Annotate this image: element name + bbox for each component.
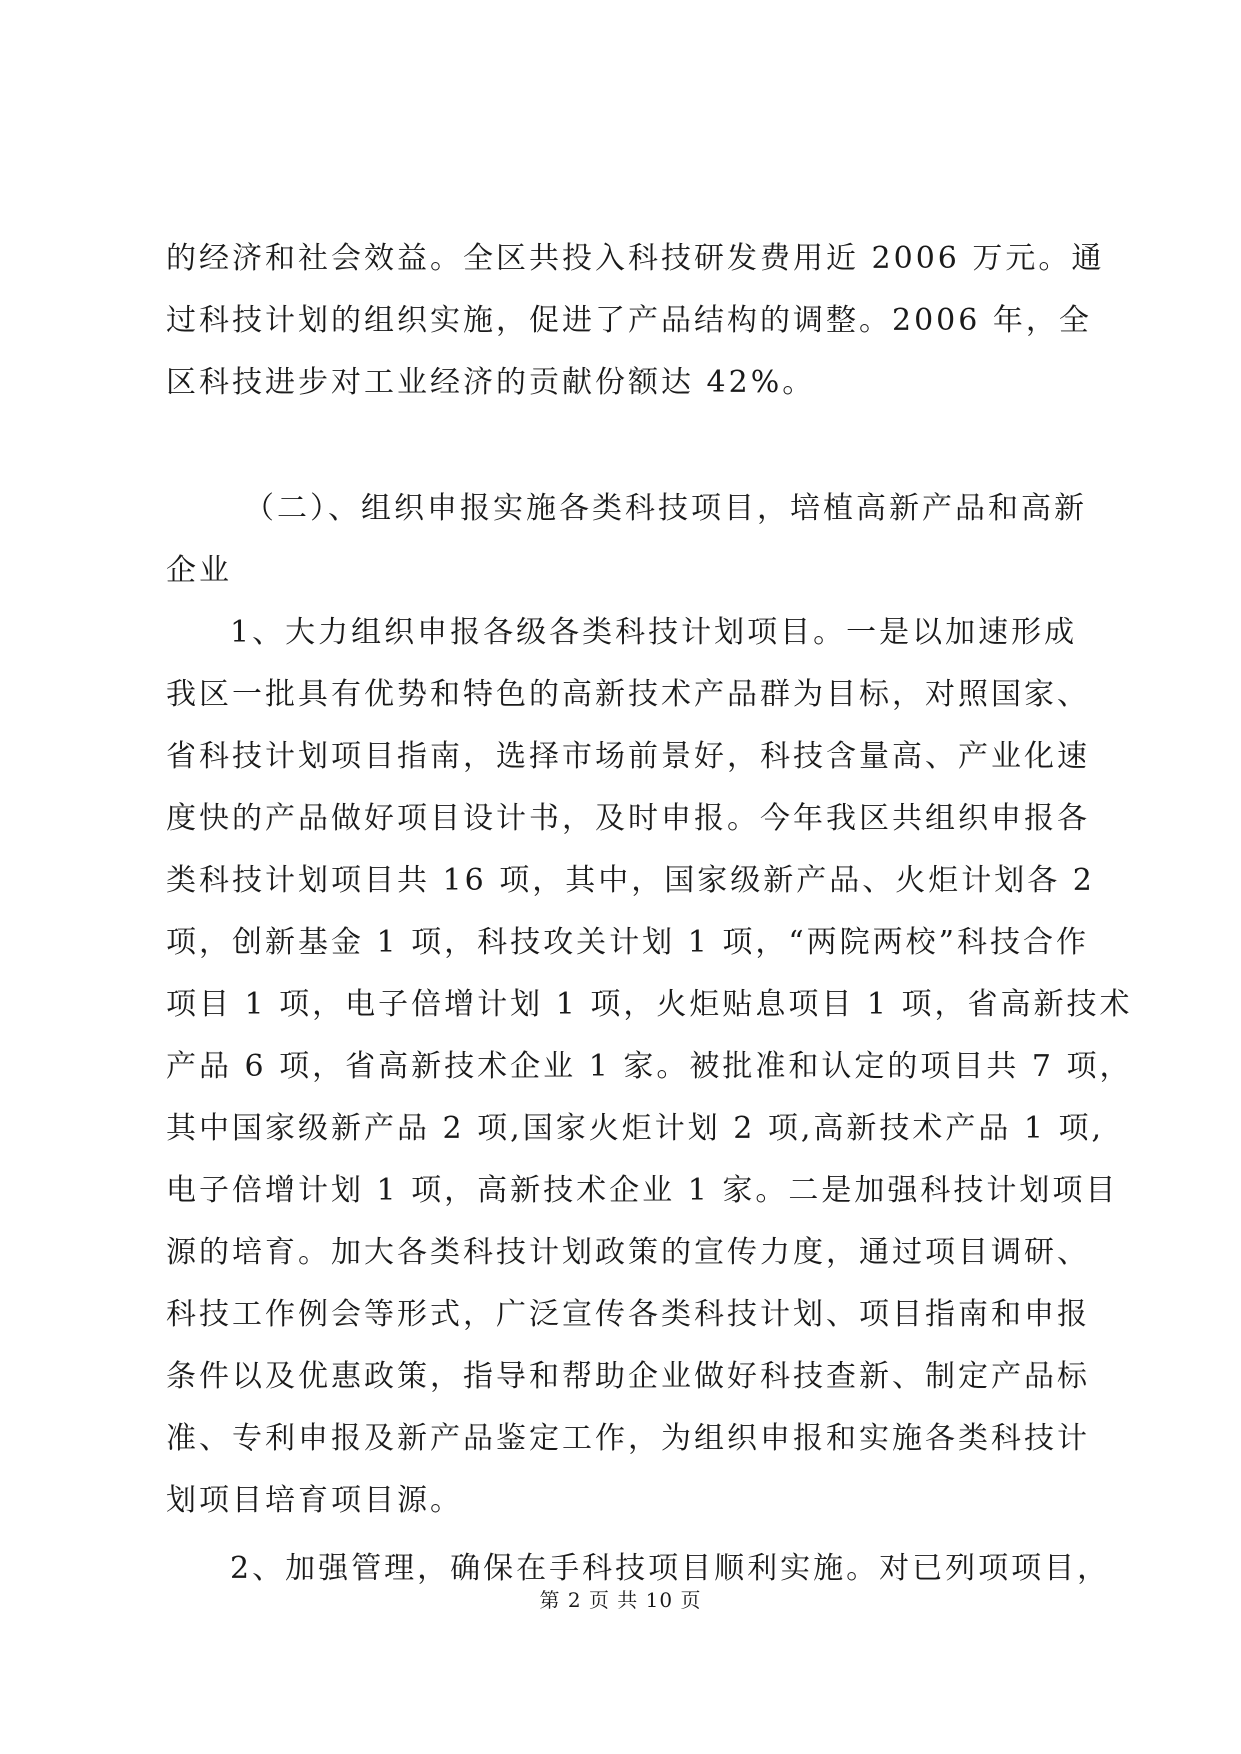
paragraph-line: 类科技计划项目共 16 项，其中，国家级新产品、火炬计划各 2 <box>166 863 1095 898</box>
page-footer: 第 2 页 共 10 页 <box>539 1588 702 1612</box>
paragraph-line: 产品 6 项，省高新技术企业 1 家。被批准和认定的项目共 7 项， <box>166 1049 1133 1084</box>
body-text <box>166 228 1133 1600</box>
section-heading-continuation: 企业 <box>166 553 232 588</box>
paragraph-line: 的经济和社会效益。全区共投入科技研发费用近 2006 万元。通 <box>166 241 1105 276</box>
paragraph-line: 条件以及优惠政策，指导和帮助企业做好科技查新、制定产品标 <box>166 1359 1090 1394</box>
paragraph-line: 其中国家级新产品 2 项,国家火炬计划 2 项,高新技术产品 1 项, <box>166 1111 1105 1146</box>
section-heading: （二）、组织申报实施各类科技项目，培植高新产品和高新 <box>244 491 1087 526</box>
paragraph-line: 电子倍增计划 1 项，高新技术企业 1 家。二是加强科技计划项目 <box>166 1173 1119 1208</box>
paragraph-line: 过科技计划的组织实施，促进了产品结构的调整。2006 年，全 <box>166 303 1092 338</box>
paragraph-line: 科技工作例会等形式，广泛宣传各类科技计划、项目指南和申报 <box>166 1297 1090 1332</box>
paragraph-line: 项，创新基金 1 项，科技攻关计划 1 项，“两院两校”科技合作 <box>166 925 1089 960</box>
paragraph-line: 区科技进步对工业经济的贡献份额达 42%。 <box>166 365 816 400</box>
paragraph-line: 划项目培育项目源。 <box>166 1483 463 1518</box>
paragraph-line: 省科技计划项目指南，选择市场前景好，科技含量高、产业化速 <box>166 739 1090 774</box>
paragraph-line: 源的培育。加大各类科技计划政策的宣传力度，通过项目调研、 <box>166 1235 1090 1270</box>
paragraph-line: 项目 1 项，电子倍增计划 1 项，火炬贴息项目 1 项，省高新技术 <box>166 987 1133 1022</box>
paragraph-line: 2、加强管理，确保在手科技项目顺利实施。对已列项项目， <box>230 1551 1111 1586</box>
paragraph-line: 准、专利申报及新产品鉴定工作，为组织申报和实施各类科技计 <box>166 1421 1090 1456</box>
paragraph-line: 1、大力组织申报各级各类科技计划项目。一是以加速形成 <box>230 615 1078 650</box>
paragraph-gap <box>166 414 1086 478</box>
paragraph-line: 我区一批具有优势和特色的高新技术产品群为目标，对照国家、 <box>166 677 1090 712</box>
paragraph-line: 度快的产品做好项目设计书，及时申报。今年我区共组织申报各 <box>166 801 1090 836</box>
